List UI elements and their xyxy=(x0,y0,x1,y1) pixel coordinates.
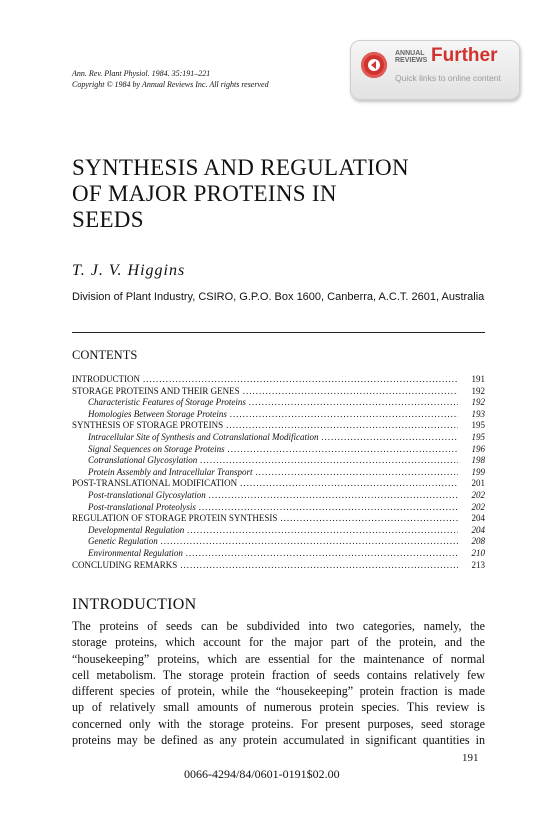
toc-leader-dots xyxy=(161,536,458,548)
body-line: The proteins of seeds can be subdivided into two categories, namely, the xyxy=(72,619,485,633)
toc-entry[interactable] xyxy=(72,444,485,456)
toc-entry-label: Post-translational Glycosylation xyxy=(88,489,206,500)
toc-leader-dots xyxy=(226,420,458,432)
toc-entry-label: STORAGE PROTEINS AND THEIR GENES xyxy=(72,385,240,396)
toc-entry[interactable] xyxy=(72,536,485,548)
toc-entry[interactable] xyxy=(72,397,485,409)
toc-entry[interactable] xyxy=(72,432,485,444)
toc-entry-page: 204 xyxy=(471,524,485,535)
toc-entry[interactable] xyxy=(72,513,485,525)
toc-entry[interactable] xyxy=(72,502,485,514)
table-of-contents xyxy=(72,374,485,571)
toc-entry[interactable] xyxy=(72,455,485,467)
toc-leader-dots xyxy=(243,386,458,398)
author-affiliation: Division of Plant Industry, CSIRO, G.P.O. Box 1600, Canberra, A.C.T. 2601, Australia xyxy=(72,291,485,303)
toc-entry-page: 198 xyxy=(471,455,485,466)
divider xyxy=(72,332,485,333)
toc-entry[interactable] xyxy=(72,490,485,502)
toc-entry-page: 213 xyxy=(471,559,485,570)
copyright-line: Copyright © 1984 by Annual Reviews Inc. All rights reserved xyxy=(72,80,269,89)
toc-entry[interactable] xyxy=(72,386,485,398)
toc-leader-dots xyxy=(180,560,458,572)
journal-citation xyxy=(72,68,269,90)
toc-entry-label: INTRODUCTION xyxy=(72,374,140,384)
toc-entry-label: CONCLUDING REMARKS xyxy=(72,559,178,570)
toc-leader-dots xyxy=(199,502,458,514)
toc-entry[interactable] xyxy=(72,548,485,560)
toc-entry-label: Cotranslational Glycosylation xyxy=(88,455,198,466)
toc-entry[interactable] xyxy=(72,409,485,421)
toc-entry-label: Intracellular Site of Synthesis and Cotranslational Modification xyxy=(88,431,319,442)
contents-heading: CONTENTS xyxy=(72,348,138,362)
toc-entry-label: Post-translational Proteolysis xyxy=(88,501,196,512)
toc-entry-label: POST-TRANSLATIONAL MODIFICATION xyxy=(72,478,238,489)
annual-reviews-logo-icon xyxy=(361,52,387,78)
toc-leader-dots xyxy=(186,548,458,560)
toc-entry-label: REGULATION OF STORAGE PROTEIN SYNTHESIS xyxy=(72,513,278,524)
annual-reviews-wordmark xyxy=(395,50,427,64)
body-line: proteins may be defined as any protein accumulated in significant quantities in xyxy=(72,733,485,748)
toc-entry-page: 208 xyxy=(471,536,485,547)
toc-leader-dots xyxy=(256,467,458,479)
body-line: “housekeeping” proteins, which are essential for the maintenance of normal xyxy=(72,651,485,666)
toc-entry-label: Characteristic Features of Storage Proteins xyxy=(88,397,246,408)
toc-entry[interactable] xyxy=(72,374,485,386)
reviews-label: REVIEWS xyxy=(395,57,428,64)
citation-line: Ann. Rev. Plant Physiol. 1984. 35:191–221 xyxy=(72,69,211,78)
toc-leader-dots xyxy=(249,397,458,409)
annual-label: ANNUAL xyxy=(395,50,425,57)
title-line: SEEDS xyxy=(72,207,144,232)
toc-leader-dots xyxy=(228,444,458,456)
toc-entry-page: 210 xyxy=(471,547,485,558)
toc-entry-page: 191 xyxy=(471,374,485,384)
body-line: storage proteins, which account for the major part of the protein, and the xyxy=(72,635,485,650)
body-line: up of relatively small amounts of numerous protein species. This review is xyxy=(72,700,485,715)
toc-leader-dots xyxy=(143,374,458,386)
toc-entry[interactable] xyxy=(72,478,485,490)
title-line: OF MAJOR PROTEINS IN xyxy=(72,181,337,206)
article-title xyxy=(72,155,409,233)
author-name: T. J. V. Higgins xyxy=(72,262,186,279)
toc-leader-dots xyxy=(280,513,458,525)
section-heading: INTRODUCTION xyxy=(72,596,197,613)
toc-entry-label: Signal Sequences on Storage Proteins xyxy=(88,443,225,454)
toc-entry-label: SYNTHESIS OF STORAGE PROTEINS xyxy=(72,420,224,431)
toc-entry-page: 201 xyxy=(471,478,485,489)
toc-entry[interactable] xyxy=(72,420,485,432)
toc-entry-label: Environmental Regulation xyxy=(88,547,183,558)
toc-leader-dots xyxy=(209,490,458,502)
body-line: cell metabolism. The storage protein fraction of seeds contains relatively few xyxy=(72,667,485,682)
body-line: different species of protein, while the “housekeeping” protein fraction is made xyxy=(72,684,485,699)
body-text xyxy=(72,618,485,748)
toc-entry-page: 202 xyxy=(471,501,485,512)
toc-entry-page: 193 xyxy=(471,408,485,419)
toc-entry-page: 195 xyxy=(471,431,485,442)
toc-entry[interactable] xyxy=(72,560,485,572)
toc-leader-dots xyxy=(240,478,458,490)
further-tagline: Quick links to online content xyxy=(395,73,501,83)
toc-entry-label: Protein Assembly and Intracellular Transport xyxy=(88,466,253,477)
toc-entry-page: 196 xyxy=(471,443,485,454)
further-label: Further xyxy=(431,45,498,66)
toc-entry[interactable] xyxy=(72,525,485,537)
toc-leader-dots xyxy=(322,432,459,444)
toc-leader-dots xyxy=(187,525,458,537)
toc-leader-dots xyxy=(200,455,458,467)
toc-leader-dots xyxy=(230,409,458,421)
toc-entry-label: Homologies Between Storage Proteins xyxy=(88,408,227,419)
toc-entry-page: 204 xyxy=(471,513,485,524)
toc-entry-page: 202 xyxy=(471,489,485,500)
toc-entry-page: 192 xyxy=(471,385,485,396)
toc-entry-page: 195 xyxy=(471,420,485,431)
toc-entry-page: 192 xyxy=(471,397,485,408)
footer-code: 0066-4294/84/0601-0191$02.00 xyxy=(184,767,340,781)
toc-entry-page: 199 xyxy=(471,466,485,477)
title-line: SYNTHESIS AND REGULATION xyxy=(72,155,409,180)
toc-entry[interactable] xyxy=(72,467,485,479)
page-number: 191 xyxy=(462,752,479,764)
annual-reviews-further-badge[interactable] xyxy=(350,40,520,100)
toc-entry-label: Developmental Regulation xyxy=(88,524,185,535)
body-line: concerned only with the storage proteins. For present purposes, seed storage xyxy=(72,716,485,731)
toc-entry-label: Genetic Regulation xyxy=(88,536,158,547)
